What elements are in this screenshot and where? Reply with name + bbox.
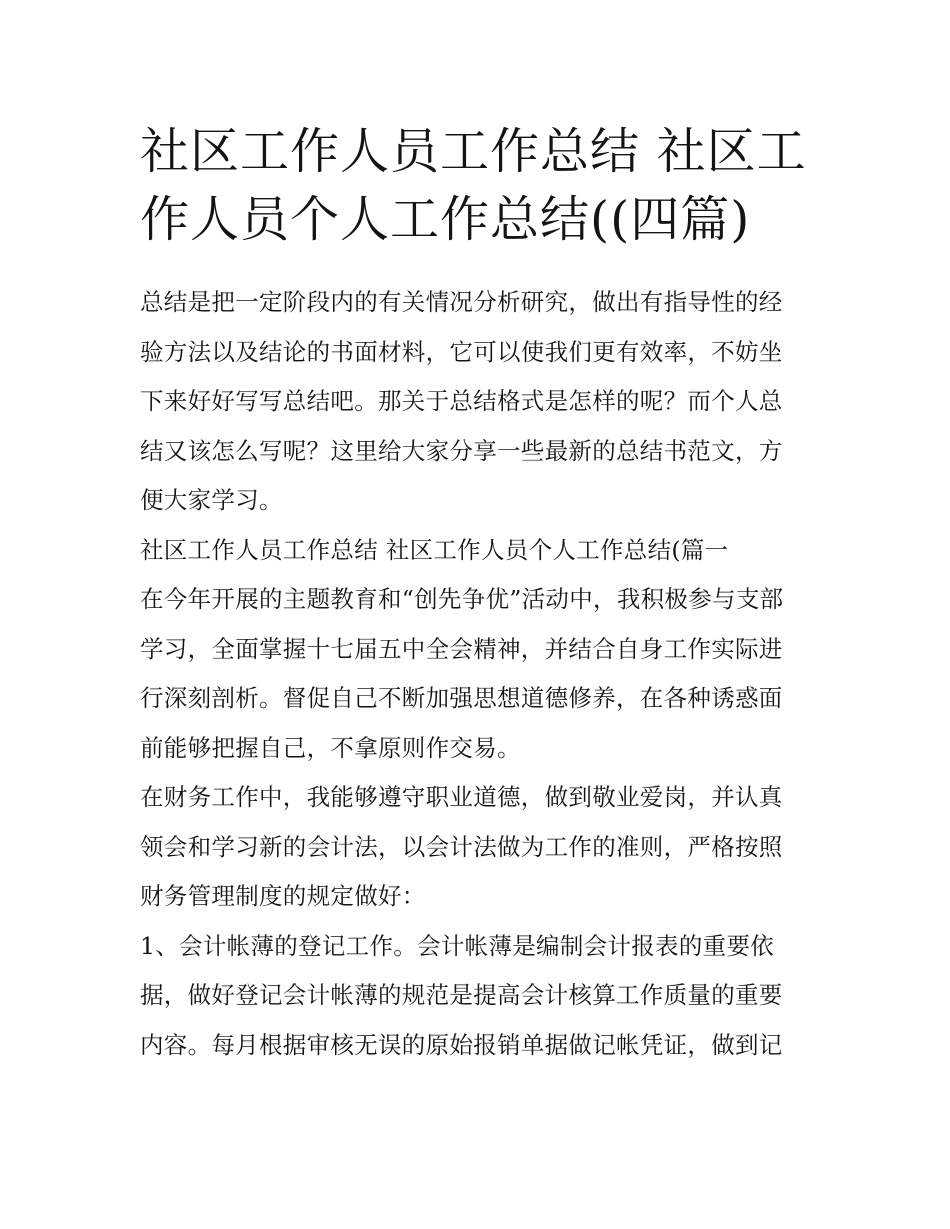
text-line: 前能够把握自己，不拿原则作交易。 — [140, 733, 521, 762]
body-paragraph — [140, 773, 820, 922]
body-paragraph — [140, 575, 820, 773]
text-line: 在今年开展的主题教育和“创先争优”活动中，我积极参与支部 — [140, 585, 784, 613]
title-line-2: 作人员个人工作总结((四篇) — [140, 191, 751, 248]
text-line: 验方法以及结论的书面材料，它可以使我们更有效率，不妨坐 — [140, 337, 783, 366]
text-line: 行深刻剖析。督促自己不断加强思想道德修养，在各种诱惑面 — [140, 684, 783, 712]
text-line: 据，做好登记会计帐薄的规范是提高会计核算工作质量的重要 — [140, 981, 783, 1009]
text-line: 便大家学习。 — [140, 486, 283, 514]
text-line: 社区工作人员工作总结 社区工作人员个人工作总结(篇一 — [140, 535, 729, 564]
text-line: 财务管理制度的规定做好： — [140, 882, 426, 910]
title-line-1: 社区工作人员工作总结 社区工 — [140, 123, 807, 180]
section-heading — [140, 526, 820, 576]
text-line: 下来好好写写总结吧。那关于总结格式是怎样的呢？而个人总 — [140, 387, 783, 415]
text-line: 结又该怎么写呢？这里给大家分享一些最新的总结书范文，方 — [140, 436, 783, 465]
document-title — [140, 118, 820, 254]
text-line: 1、会计帐薄的登记工作。会计帐薄是编制会计报表的重要依 — [140, 931, 775, 960]
list-item-paragraph — [140, 922, 820, 1071]
text-line: 学习，全面掌握十七届五中全会精神，并结合自身工作实际进 — [140, 634, 783, 663]
intro-paragraph — [140, 278, 820, 526]
text-line: 领会和学习新的会计法，以会计法做为工作的准则，严格按照 — [140, 832, 783, 861]
document-body — [140, 278, 820, 1070]
text-line: 在财务工作中，我能够遵守职业道德，做到敬业爱岗，并认真 — [140, 783, 783, 811]
text-line: 内容。每月根据审核无误的原始报销单据做记帐凭证，做到记 — [140, 1030, 783, 1059]
text-line: 总结是把一定阶段内的有关情况分析研究，做出有指导性的经 — [140, 288, 783, 316]
